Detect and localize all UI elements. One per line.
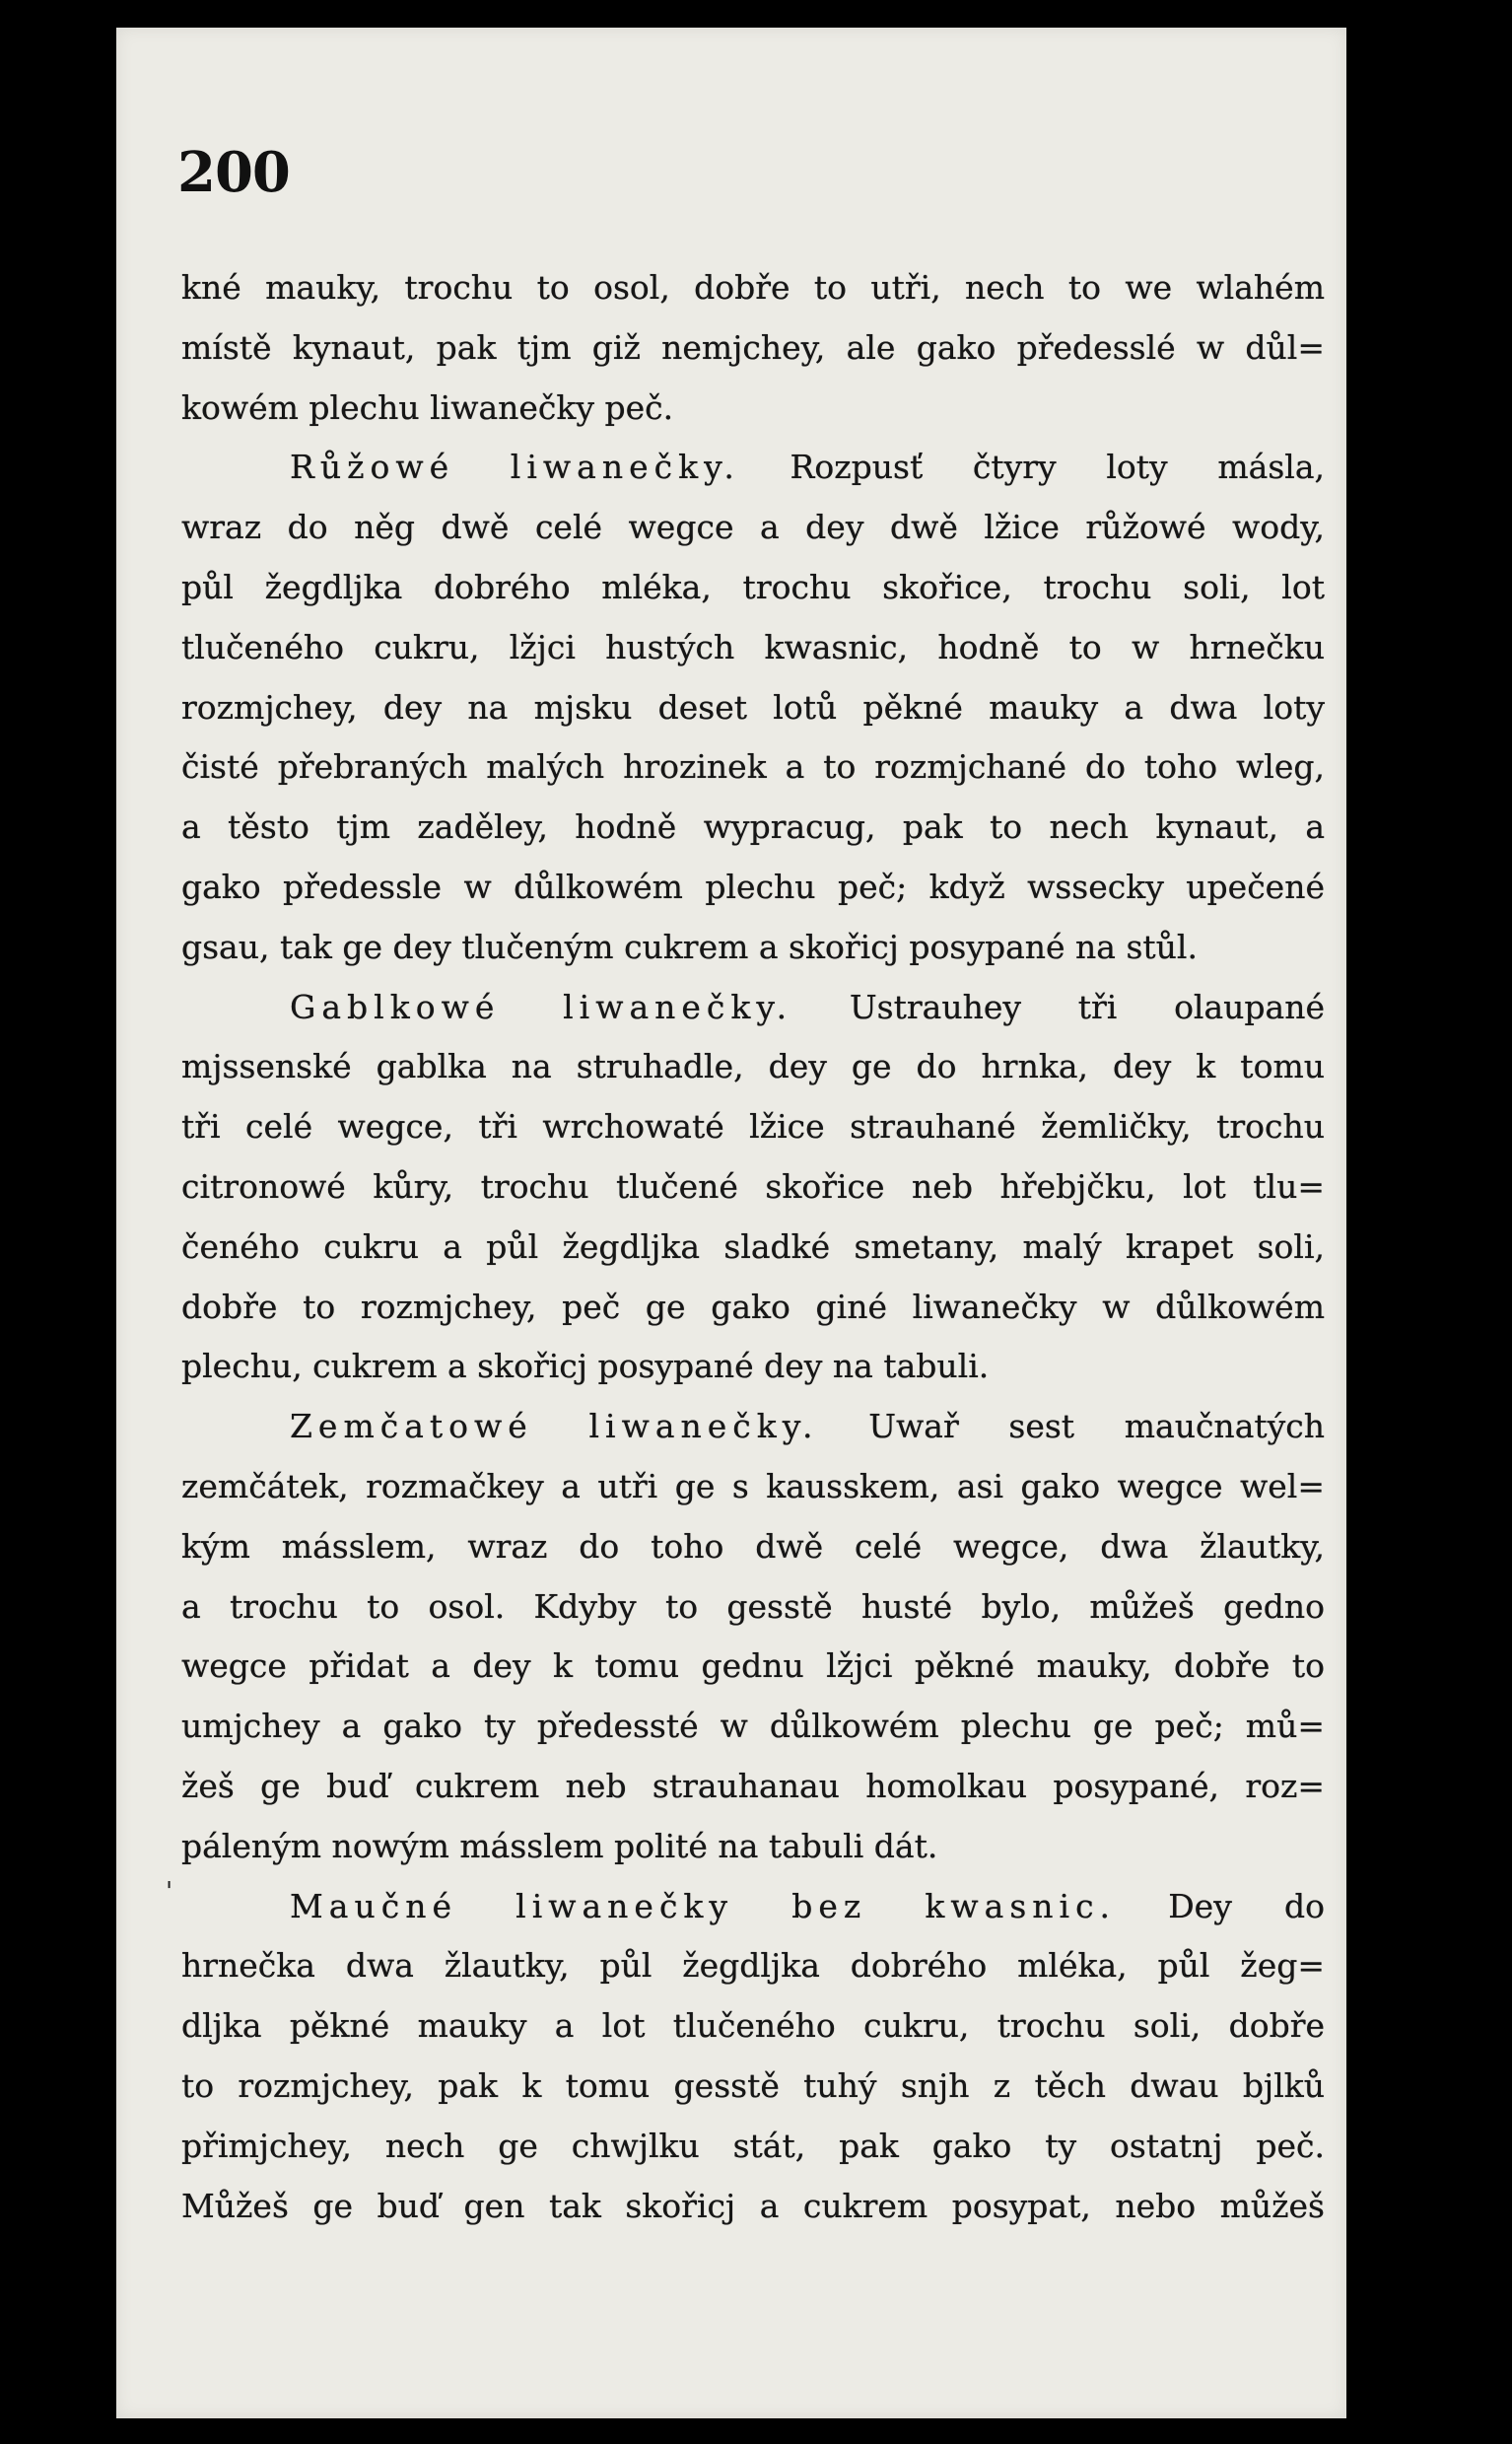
text-line — [181, 2117, 1325, 2177]
line-text: a těsto tjm zaděley, hodně wypracug, pak to nech kynaut, a — [181, 807, 1325, 847]
line-text: umjchey a gako ty předessté w důlkowém plechu ge peč; mů= — [181, 1707, 1325, 1746]
text-line — [181, 737, 1325, 798]
line-text: přimjchey, nech ge chwjlku stát, pak gako ty ostatnj peč. — [181, 2126, 1325, 2165]
text-line — [181, 1936, 1325, 1996]
line-text: páleným nowým másslem polité na tabuli dát. — [181, 1826, 938, 1865]
line-text: Dey do — [1168, 1886, 1325, 1925]
line-text: žeš ge buď cukrem neb strauhanau homolkau posypané, roz= — [181, 1766, 1325, 1805]
line-text: mjssenské gablka na struhadle, dey ge do hrnka, dey k tomu — [181, 1047, 1325, 1086]
line-text: Rozpusť čtyry loty másla, — [790, 448, 1325, 487]
line-text: gako předessle w důlkowém plechu peč; když wssecky upečené — [181, 867, 1325, 906]
text-line — [181, 918, 1325, 978]
text-line — [181, 1037, 1325, 1097]
text-line — [181, 1218, 1325, 1278]
text-line — [181, 1157, 1325, 1218]
text-line — [181, 1278, 1325, 1338]
line-text: místě kynaut, pak tjm giž nemjchey, ale gako předesslé w důl= — [181, 327, 1325, 367]
recipe-title: Gablkowé liwanečky. — [290, 987, 793, 1026]
text-line — [181, 1757, 1325, 1817]
recipe-heading-line — [181, 978, 1325, 1038]
recipe-title: Zemčatowé liwanečky. — [290, 1407, 819, 1446]
text-line — [181, 1457, 1325, 1517]
text-line — [181, 1097, 1325, 1157]
margin-mark: ' — [166, 1877, 173, 1907]
recipe-heading-line — [181, 1877, 1325, 1937]
line-text: wraz do něg dwě celé wegce a dey dwě lžice růžowé wody, — [181, 508, 1325, 547]
line-text: tři celé wegce, tři wrchowaté lžice strauhané žemličky, trochu — [181, 1107, 1325, 1147]
line-text: Můžeš ge buď gen tak skořicj a cukrem posypat, nebo můžeš — [181, 2186, 1325, 2225]
text-line — [181, 1996, 1325, 2057]
page-number: 200 — [177, 140, 290, 205]
text-line — [181, 2057, 1325, 2117]
line-text: kné mauky, trochu to osol, dobře to utři, nech to we wlahém — [181, 268, 1325, 307]
text-line — [181, 618, 1325, 678]
text-line — [181, 1337, 1325, 1397]
line-text: Uwař sest maučnatých — [868, 1407, 1326, 1446]
line-text: rozmjchey, dey na mjsku deset lotů pěkné mauky a dwa loty — [181, 687, 1325, 727]
recipe-heading-line — [181, 438, 1325, 498]
line-text: kým másslem, wraz do toho dwě celé wegce, dwa žlautky, — [181, 1526, 1325, 1566]
line-text: čisté přebraných malých hrozinek a to rozmjchané do toho wleg, — [181, 747, 1325, 787]
line-text: hrnečka dwa žlautky, půl žegdljka dobrého mléka, půl žeg= — [181, 1946, 1325, 1986]
line-text: citronowé kůry, trochu tlučené skořice neb hřebjčku, lot tlu= — [181, 1166, 1325, 1206]
line-text: dljka pěkné mauky a lot tlučeného cukru, trochu soli, dobře — [181, 2006, 1325, 2046]
recipe-heading-line — [181, 1397, 1325, 1457]
text-line — [181, 379, 1325, 439]
text-line — [181, 2177, 1325, 2237]
text-line — [181, 1517, 1325, 1577]
recipe-title: Maučné liwanečky bez kwasnic. — [290, 1886, 1117, 1925]
text-line — [181, 1577, 1325, 1638]
line-text: kowém plechu liwanečky peč. — [181, 387, 674, 427]
line-text: dobře to rozmjchey, peč ge gako giné liwanečky w důlkowém — [181, 1287, 1325, 1326]
text-line — [181, 498, 1325, 558]
recipe-title: Růžowé liwanečky. — [290, 448, 740, 487]
line-text: čeného cukru a půl žegdljka sladké smetany, malý krapet soli, — [181, 1226, 1325, 1266]
text-line — [181, 1697, 1325, 1757]
text-line — [181, 558, 1325, 618]
line-text: wegce přidat a dey k tomu gednu lžjci pěkné mauky, dobře to — [181, 1646, 1325, 1686]
text-line — [181, 798, 1325, 858]
line-text: Ustrauhey tři olaupané — [849, 987, 1325, 1026]
text-line — [181, 258, 1325, 318]
line-text: tlučeného cukru, lžjci hustých kwasnic, hodně to w hrnečku — [181, 627, 1325, 666]
line-text: gsau, tak ge dey tlučeným cukrem a skořicj posypané na stůl. — [181, 927, 1198, 966]
line-text: půl žegdljka dobrého mléka, trochu skořice, trochu soli, lot — [181, 567, 1325, 606]
line-text: a trochu to osol. Kdyby to gesstě husté bylo, můžeš gedno — [181, 1586, 1325, 1626]
text-line — [181, 858, 1325, 918]
text-line — [181, 1817, 1325, 1877]
line-text: to rozmjchey, pak k tomu gesstě tuhý snjh z těch dwau bjlků — [181, 2065, 1325, 2105]
line-text: zemčátek, rozmačkey a utři ge s kausskem, asi gako wegce wel= — [181, 1466, 1325, 1505]
text-line — [181, 318, 1325, 379]
text-line — [181, 678, 1325, 738]
body-text — [181, 258, 1325, 2236]
line-text: plechu, cukrem a skořicj posypané dey na tabuli. — [181, 1347, 990, 1386]
text-line — [181, 1637, 1325, 1697]
